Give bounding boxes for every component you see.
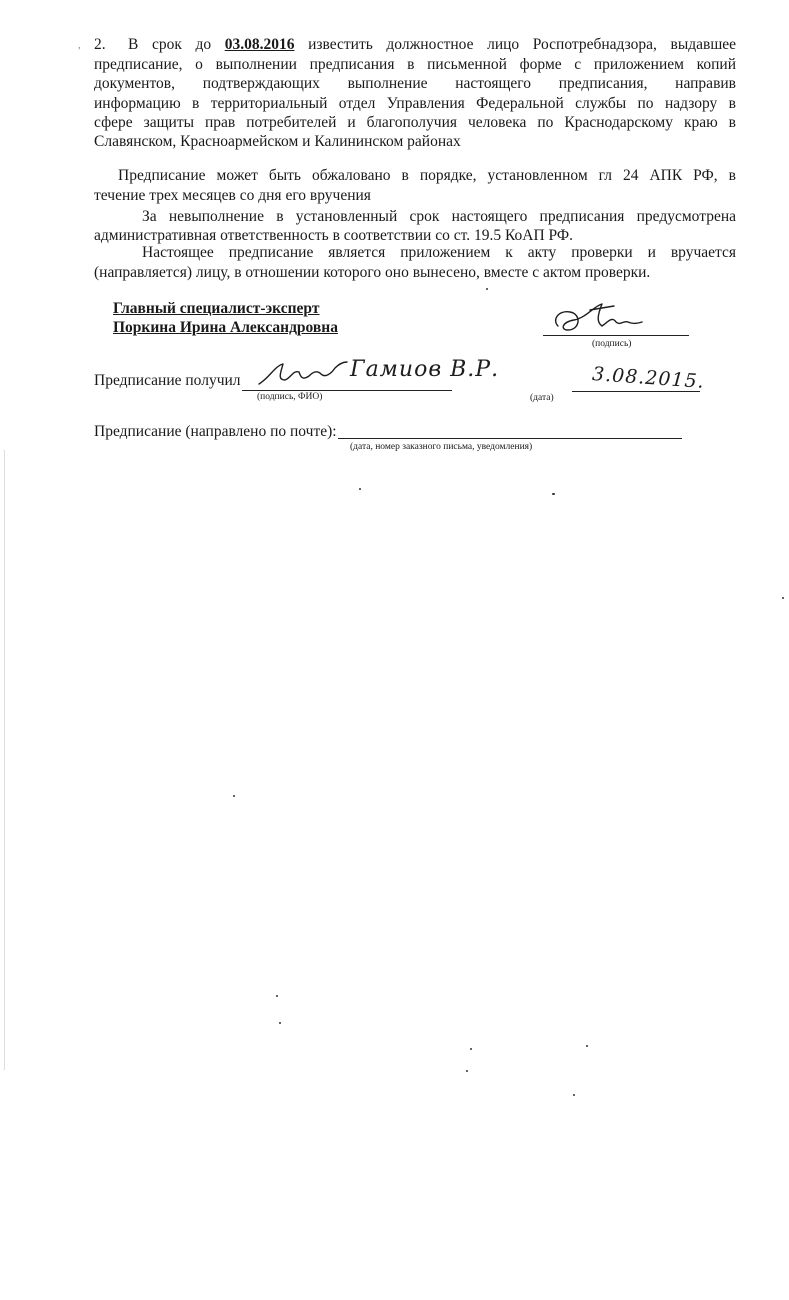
item2-line6: Славянском, Красноармейском и Калининском районах	[94, 133, 461, 150]
mailed-line	[338, 438, 682, 439]
item2-line5: сфере защиты прав потребителей и благополучия человека по Краснодарскому краю в	[94, 114, 736, 131]
item2-line1-end: известить должностное лицо Роспотребнадзора, выдавшее	[308, 36, 737, 53]
appeal-line1: Предписание может быть обжаловано в порядке, установленном гл 24 АПК РФ, в	[118, 167, 736, 184]
scan-speck	[573, 1094, 575, 1096]
inspector-name: Поркина Ирина Александровна	[113, 319, 338, 336]
liability-line2: административная ответственность в соответствии со ст. 19.5 КоАП РФ.	[94, 227, 574, 244]
received-label: Предписание получил	[94, 372, 241, 389]
scan-edge	[4, 450, 5, 1070]
inspector-signature	[550, 300, 650, 340]
inspector-position: Главный специалист-эксперт	[113, 300, 320, 317]
item2-line3: документов, подтверждающих выполнение настоящего предписания, направив	[94, 75, 736, 92]
scan-speck	[279, 1022, 281, 1024]
item2-line1-start: В срок до	[128, 36, 212, 53]
item2-line4: информацию в территориальный отдел Управления Федеральной службы по надзору в	[94, 95, 736, 112]
item2-line1	[128, 36, 736, 54]
scan-speck	[586, 1045, 588, 1047]
scan-speck	[486, 288, 488, 290]
appeal-line2: течение трех месяцев со дня его вручения	[94, 187, 371, 204]
scan-speck	[782, 597, 784, 599]
inspector-signature-caption: (подпись)	[592, 339, 632, 349]
item-number: 2.	[94, 36, 106, 53]
recipient-name-handwritten: Гамиов В.Р.	[350, 357, 500, 382]
scan-speck	[470, 1048, 472, 1050]
scan-mark: ,	[78, 39, 81, 51]
recipient-signature	[255, 358, 350, 390]
attachment-line1: Настоящее предписание является приложением к акту проверки и вручается	[142, 244, 736, 261]
scan-speck	[359, 488, 361, 490]
mailed-label: Предписание (направлено по почте):	[94, 423, 337, 440]
item2-line2: предписание, о выполнении предписания в письменной форме с приложением копий	[94, 56, 736, 73]
recipient-signature-line	[242, 390, 452, 391]
inspector-signature-line	[543, 335, 689, 336]
deadline-date: 03.08.2016	[224, 36, 295, 53]
recipient-signature-caption: (подпись, ФИО)	[257, 392, 323, 402]
mailed-caption: (дата, номер заказного письма, уведомления)	[350, 442, 533, 452]
attachment-line2: (направляется) лицу, в отношении которого оно вынесено, вместе с актом проверки.	[94, 264, 651, 281]
received-date-handwritten: 3.08.2015.	[591, 363, 706, 393]
scan-speck	[276, 995, 278, 997]
received-date-line	[572, 391, 700, 392]
received-date-caption: (дата)	[530, 393, 554, 403]
scan-speck	[233, 795, 235, 797]
liability-line1: За невыполнение в установленный срок настоящего предписания предусмотрена	[142, 208, 736, 225]
scan-speck	[552, 493, 555, 495]
scan-speck	[466, 1070, 468, 1072]
